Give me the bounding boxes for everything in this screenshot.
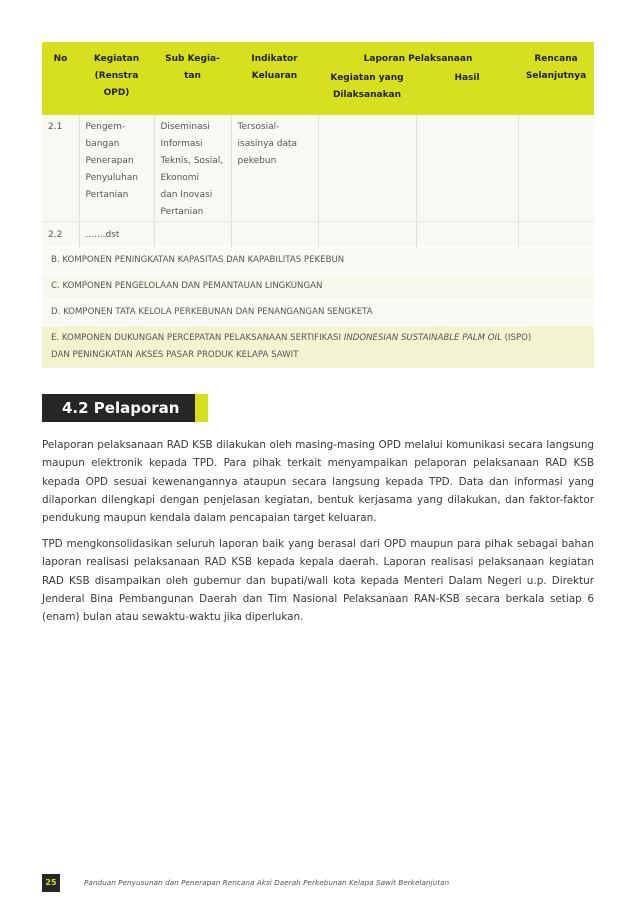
cell-rencana [518,222,594,248]
cell-kegiatan: Pengem- bangan Penerapan Penyuluhan Pertanian [79,115,154,222]
page-number: 25 [42,874,60,892]
paragraph-1: Pelaporan pelaksanaan RAD KSB dilakukan oleh masing-masing OPD melalui komunikasi secara langsung maupun elektronik kepada TPD. Para pihak terkait menyampaikan pelaporan pelaksanaan RAD KSB kepada OPD sesuai kewenangannya ataupun secara langsung kepada TPD. Data dan informasi yang dilaporkan dilengkapi dengan penjelasan kegiatan, bentuk kerjasama yang dilakukan, dan faktor-faktor pendukung maupun kendala dalam pencapaian target keluaran. [42,439,594,525]
cell-hasil [416,222,518,248]
table-row [42,222,594,248]
component-row-d [42,300,594,326]
header-sub-kegiatan: Sub Kegia- tan [154,42,231,115]
component-row-c [42,274,594,300]
cell-sub-kegiatan: Diseminasi Informasi Teknis, Sosial, Ekonomi dan Inovasi Pertanian [154,115,231,222]
header-rencana: Rencana Selanjutnya [518,42,594,115]
header-hasil: Hasil [416,68,518,115]
header-no: No [42,42,79,115]
cell-no: 2.1 [42,115,79,222]
header-kegiatan-dilaksanakan: Kegiatan yang Dilaksanakan [318,68,416,115]
paragraph-2: TPD mengkonsolidasikan seluruh laporan baik yang berasal dari OPD maupun para pihak sebagai bahan laporan realisasi pelaksanaan RAD KSB kepada kepala daerah. Laporan realisasi pelaksanaan kegiatan RAD KSB disampaikan oleh gubernur dan bupati/wali kota kepada Menteri Dalam Negeri u.p. Direktur Jenderal Bina Pembangunan Daerah dan Tim Nasional Pelaksanaan RAN-KSB secara berkala setiap 6 (enam) bulan atau sewaktu-waktu jika diperlukan. [42,538,594,624]
report-table [42,42,594,368]
component-row-b [42,248,594,274]
cell-kegiatan-dilaksanakan [318,222,416,248]
component-label: B. KOMPONEN PENINGKATAN KAPASITAS DAN KAPABILITAS PEKEBUN [42,248,594,274]
cell-kegiatan-dilaksanakan [318,115,416,222]
cell-indikator [231,222,318,248]
component-label: D. KOMPONEN TATA KELOLA PERKEBUNAN DAN PENANGANGAN SENGKETA [42,300,594,326]
component-row-e [42,326,594,369]
component-label: E. KOMPONEN DUKUNGAN PERCEPATAN PELAKSANAAN SERTIFIKASI INDONESIAN SUSTAINABLE PALM OIL (ISPO) DAN PENINGKATAN AKSES PASAR PRODUK KELAPA SAWIT [42,326,594,369]
cell-rencana [518,115,594,222]
section-title: 4.2 Pelaporan [62,399,180,417]
header-kegiatan: Kegiatan (Renstra OPD) [79,42,154,115]
cell-hasil [416,115,518,222]
component-label: C. KOMPONEN PENGELOLAAN DAN PEMANTAUAN LINGKUNGAN [42,274,594,300]
header-laporan-pelaksanaan: Laporan Pelaksanaan [318,42,518,68]
cell-kegiatan: .......dst [79,222,154,248]
header-indikator: Indikator Keluaran [231,42,318,115]
footer-text: Panduan Penyusunan dan Penerapan Rencana Aksi Daerah Perkebunan Kelapa Sawit Berkelanjutan [84,878,450,887]
table-row [42,115,594,222]
cell-no: 2.2 [42,222,79,248]
section-heading [42,394,208,422]
heading-accent [195,394,208,422]
cell-sub-kegiatan [154,222,231,248]
cell-indikator: Tersosial- isasinya data pekebun [231,115,318,222]
ispo-term: INDONESIAN SUSTAINABLE PALM OIL [343,333,502,343]
